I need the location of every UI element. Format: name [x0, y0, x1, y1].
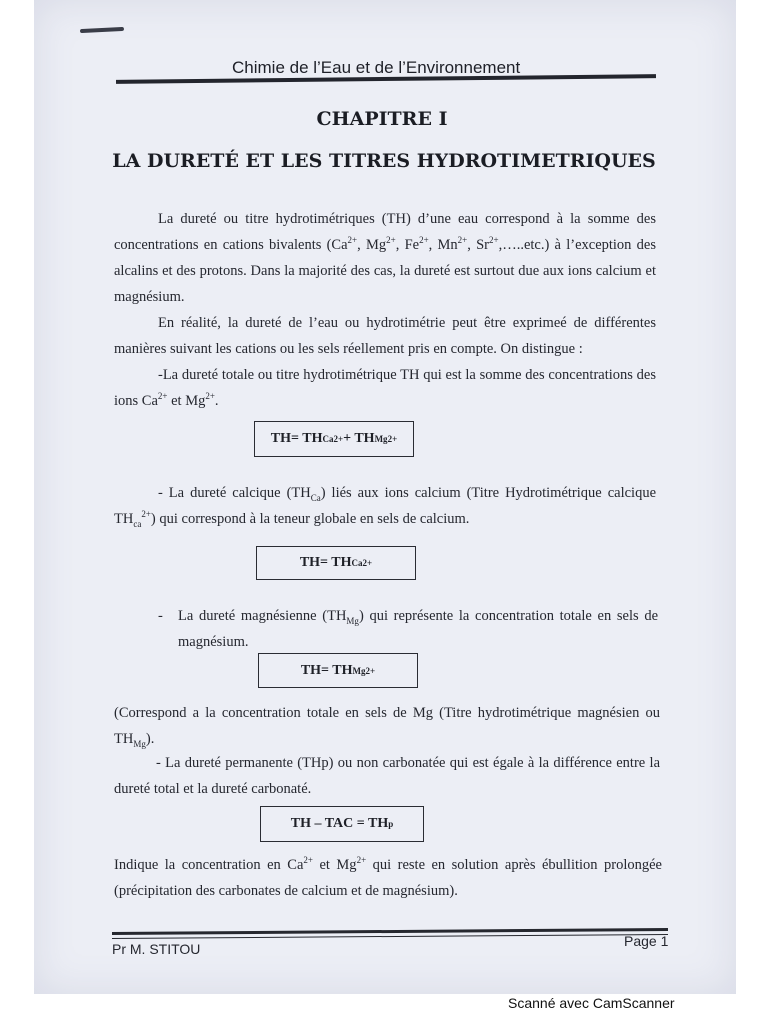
paragraph-boiling: Indique la concentration en $Ca^{2+}$ et $Mg^{2+}$ qui reste en solution après ébullition prolongée (précipitation des carbonates de calcium et de magnésium). — [114, 855, 662, 899]
camscanner-watermark: Scanné avec CamScanner — [508, 995, 675, 1011]
paragraph-permanent-hardness: - La dureté permanente (THp) ou non carbonatée qui est égale à la différence entre la dureté total et la dureté carbonaté. — [114, 755, 660, 797]
formula-permanent-hardness: TH – TAC = TH p — [260, 806, 424, 842]
formula-calcium-hardness: TH= TH Ca 2+ — [256, 546, 416, 580]
paragraph-total-hardness: -La dureté totale ou titre hydrotimétrique TH qui est la somme des concentrations des ions $Ca^{2+}$ et $Mg^{2+}$. — [114, 367, 656, 409]
paragraph-magnesium-note: (Correspond a la concentration totale en sels de Mg (Titre hydrotimétrique magnésien ou $TH_{Mg}$). — [114, 705, 660, 749]
formula-total-hardness: TH= TH Ca 2+ + TH Mg 2+ — [254, 421, 414, 457]
formula-magnesium-hardness: TH= TH Mg 2+ — [258, 653, 418, 688]
paragraph-hydrotimetry: En réalité, la dureté de l’eau ou hydrotimétrie peut être exprimeé de différentes manières suivant les cations ou les sels réellement pris en compte. On distingue : — [114, 315, 656, 357]
footer-author: Pr M. STITOU — [112, 941, 201, 957]
chapter-title: LA DURETÉ ET LES TITRES HYDROTIMETRIQUES — [112, 150, 656, 172]
chapter-number: CHAPITRE I — [316, 108, 448, 130]
paragraph-definition: La dureté ou titre hydrotimétriques (TH) d’une eau correspond à la somme des concentrations en cations bivalents ($Ca^{2+}$, $Mg^{2+}$, $Fe^{2+}$, $Mn^{2+}$, $Sr^{2+},\dots..etc$.) à l’exception des alcalins et des protons. Dans la majorité des cas, la dureté est surtout due aux ions calcium et magnésium. — [114, 211, 656, 305]
running-header: Chimie de l’Eau et de l’Environnement — [232, 58, 521, 77]
footer-page-number: Page 1 — [624, 933, 669, 949]
paragraph-magnesium-hardness: - La dureté magnésienne $(TH_{Mg})$ qui représente la concentration totale en sels de magnésium. — [158, 608, 658, 650]
paragraph-calcium-hardness: - La dureté calcique $(TH_{Ca})$ liés aux ions calcium (Titre Hydrotimétrique calcique $TH_{ca}^{2+}$) qui correspond à la teneur globale en sels de calcium. — [114, 485, 657, 529]
